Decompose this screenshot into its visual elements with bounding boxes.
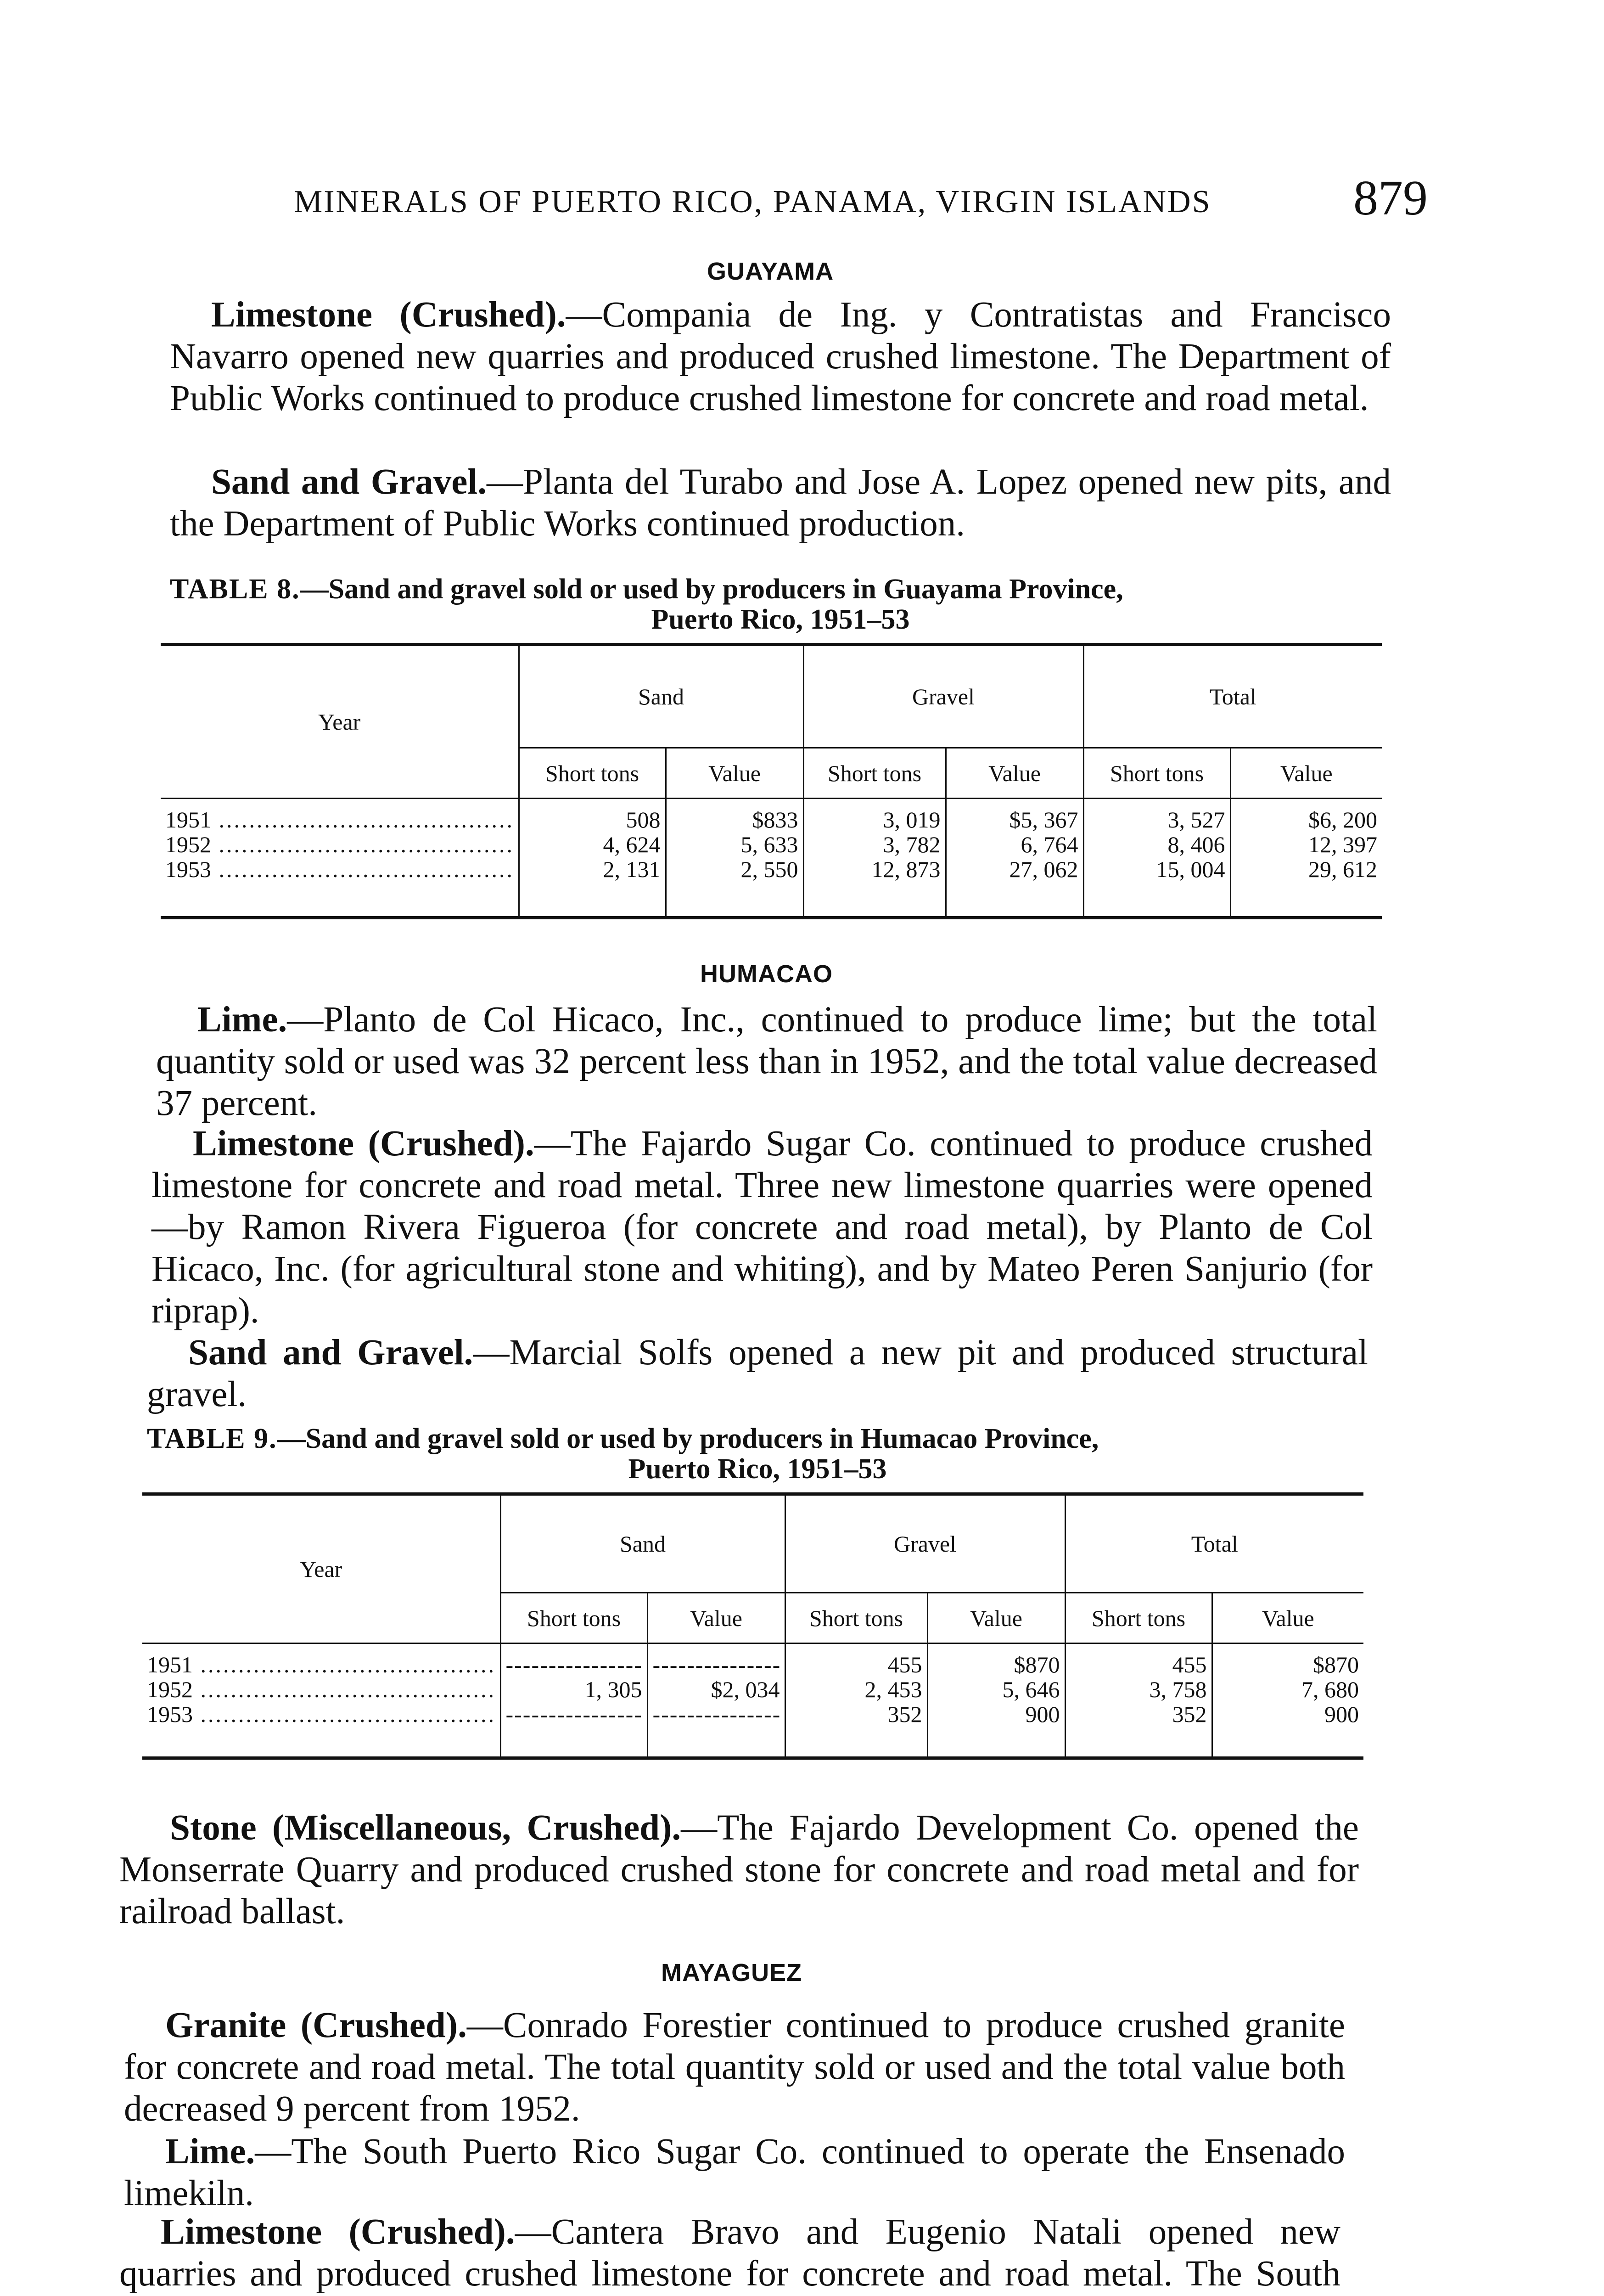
table9-group-sand: Sand (500, 1494, 785, 1593)
section-heading-humacao: HUMACAO (700, 960, 833, 988)
table-cell: 1, 305 (584, 1677, 642, 1702)
table-cell: $5, 367 (1009, 807, 1078, 833)
table8 (161, 643, 1382, 919)
table9-subheader: Value (647, 1593, 785, 1643)
table-cell: 5, 633 (740, 832, 798, 857)
table-cell: 3, 758 (1149, 1677, 1207, 1702)
paragraph-lead: Sand and Gravel. (188, 1333, 473, 1373)
table-cell: 352 (887, 1701, 922, 1727)
table8-subheader: Value (946, 748, 1083, 799)
table-cell: $870 (1014, 1652, 1060, 1677)
paragraph-lead: Lime. (197, 1000, 287, 1040)
table8-subheader: Short tons (803, 748, 946, 799)
paragraph-body: —The South Puerto Rico Sugar Co. continued to operate the Ensenado limekiln. (124, 2132, 1345, 2213)
paragraph-body: —Compania de Ing. y Contratistas and Francisco Navarro opened new quarries and produced crushed limestone. The Department of Public Works continued to produce crushed limestone for concrete and road metal. (170, 295, 1391, 418)
paragraph-guayama-limestone (170, 294, 1391, 419)
paragraph-humacao-limestone (151, 1123, 1373, 1332)
table8-group-sand: Sand (519, 645, 803, 748)
paragraph-lead: Granite (Crushed). (165, 2005, 467, 2045)
paragraph-humacao-lime (156, 999, 1377, 1124)
table-cell: 7, 680 (1301, 1677, 1359, 1702)
paragraph-humacao-sand-gravel (147, 1332, 1368, 1415)
table9-years (142, 1643, 500, 1758)
paragraph-lead: Limestone (Crushed). (193, 1124, 534, 1164)
table8-subheader: Short tons (519, 748, 666, 799)
table-year: 1951 ..... (147, 1652, 495, 1677)
table-cell: 5, 646 (1002, 1677, 1060, 1702)
table9-total-tons (1065, 1643, 1212, 1758)
paragraph-body: —Conrado Forestier continued to produce crushed granite for concrete and road metal. The total quantity sold or used and the total value both decreased 9 percent from 1952. (124, 2005, 1345, 2129)
table-cell: 2, 131 (603, 856, 661, 882)
table-cell: 3, 019 (883, 807, 941, 833)
table9-caption-line1: —Sand and gravel sold or used by producers in Humacao Province, (277, 1423, 1099, 1454)
table8-subheader: Value (1230, 748, 1382, 799)
table9-subheader: Short tons (785, 1593, 927, 1643)
table-cell-empty (506, 1702, 642, 1727)
table-cell-empty (653, 1702, 780, 1727)
table9-group-total: Total (1065, 1494, 1363, 1593)
table8-year-header: Year (161, 645, 519, 799)
table-cell: 352 (1172, 1701, 1207, 1727)
table9-group-gravel: Gravel (785, 1494, 1065, 1593)
table9-subheader: Short tons (500, 1593, 647, 1643)
table9-gravel-value (927, 1643, 1065, 1758)
table-cell: 3, 782 (883, 832, 941, 857)
table9-year-header: Year (142, 1494, 500, 1643)
table-cell: 4, 624 (603, 832, 661, 857)
table-year: 1952 ..... (147, 1677, 495, 1702)
table8-group-gravel: Gravel (803, 645, 1083, 748)
table-cell: $870 (1313, 1652, 1359, 1677)
table8-caption-line1: —Sand and gravel sold or used by producers in Guayama Province, (300, 574, 1123, 605)
table-cell: $6, 200 (1308, 807, 1378, 833)
table8-gravel-tons (803, 799, 946, 918)
section-heading-mayaguez: MAYAGUEZ (661, 1959, 802, 1986)
table8-gravel-value (946, 799, 1083, 918)
paragraph-lead: Limestone (Crushed). (161, 2212, 515, 2252)
table-cell: 15, 004 (1156, 856, 1225, 882)
table8-subheader: Short tons (1083, 748, 1230, 799)
table-year: 1952 ..... (165, 832, 514, 857)
table-cell-empty (653, 1652, 780, 1677)
table9-total-value (1212, 1643, 1363, 1758)
paragraph-lead: Lime. (165, 2132, 255, 2172)
paragraph-lead: Limestone (Crushed). (211, 295, 566, 335)
table9 (142, 1492, 1363, 1760)
table-cell: $2, 034 (711, 1677, 780, 1702)
table-cell: 508 (626, 807, 661, 833)
table8-total-value (1230, 799, 1382, 918)
table-cell: $833 (752, 807, 798, 833)
table8-label: TABLE 8. (170, 574, 300, 605)
paragraph-lead: Stone (Miscellaneous, Crushed). (170, 1808, 681, 1848)
table-cell: 900 (1025, 1701, 1060, 1727)
table9-caption-line2: Puerto Rico, 1951–53 (628, 1453, 887, 1485)
paragraph-body: —Marcial Solfs opened a new pit and produced structural gravel. (147, 1333, 1368, 1414)
table-cell: 12, 397 (1308, 832, 1378, 857)
paragraph-body: —The Fajardo Development Co. opened the Monserrate Quarry and produced crushed stone for concrete and road metal and for railroad ballast. (119, 1808, 1359, 1931)
table-cell: 12, 873 (871, 856, 941, 882)
paragraph-body: —Planto de Col Hicaco, Inc., continued to produce lime; but the total quantity sold or used was 32 percent less than in 1952, and the total value decreased 37 percent. (156, 1000, 1377, 1123)
table8-caption (170, 574, 1391, 635)
table-cell: 455 (887, 1652, 922, 1677)
table8-sand-tons (519, 799, 666, 918)
paragraph-lead: Sand and Gravel. (211, 462, 487, 502)
table-cell: 455 (1172, 1652, 1207, 1677)
paragraph-mayaguez-limestone (119, 2211, 1340, 2296)
table9-subheader: Value (1212, 1593, 1363, 1643)
table8-group-total: Total (1083, 645, 1382, 748)
table-cell: 2, 453 (864, 1677, 922, 1702)
paragraph-guayama-sand-gravel (170, 461, 1391, 545)
section-heading-guayama: GUAYAMA (707, 258, 834, 285)
table8-sand-value (666, 799, 803, 918)
table8-caption-line2: Puerto Rico, 1951–53 (651, 604, 910, 635)
table8-years (161, 799, 519, 918)
table-cell: 8, 406 (1167, 832, 1225, 857)
table8-total-tons (1083, 799, 1230, 918)
table9-label: TABLE 9. (147, 1423, 277, 1454)
running-title: MINERALS OF PUERTO RICO, PANAMA, VIRGIN ISLANDS (294, 184, 1211, 219)
table-cell: 29, 612 (1308, 856, 1378, 882)
table-cell: 2, 550 (740, 856, 798, 882)
table8-subheader: Value (666, 748, 803, 799)
table-year: 1953 ..... (147, 1702, 495, 1727)
table9-caption (147, 1424, 1368, 1484)
table9-subheader: Short tons (1065, 1593, 1212, 1643)
table-cell: 6, 764 (1021, 832, 1078, 857)
running-head (294, 170, 1428, 234)
table9-sand-tons (500, 1643, 647, 1758)
table-cell: 27, 062 (1009, 856, 1078, 882)
table-year: 1953 ..... (165, 857, 514, 882)
table-cell: 900 (1324, 1701, 1359, 1727)
table9-gravel-tons (785, 1643, 927, 1758)
paragraph-mayaguez-granite (124, 2004, 1345, 2130)
paragraph-body: —Cantera Bravo and Eugenio Natali opened new quarries and produced crushed limestone for concrete and road metal. The South (119, 2212, 1340, 2294)
page-number: 879 (1353, 171, 1428, 225)
table-cell-empty (506, 1652, 642, 1677)
table9-sand-value (647, 1643, 785, 1758)
table9-subheader: Value (927, 1593, 1065, 1643)
paragraph-stone-misc (119, 1807, 1359, 1932)
paragraph-body: —The Fajardo Sugar Co. continued to produce crushed limestone for concrete and road metal. Three new limestone quarries were opened—by Ramon Rivera Figueroa (for concrete and road metal), by Planto de Col Hicaco, Inc. (for agricultural stone and whiting), and by Mateo Peren Sanjurio (for riprap). (151, 1124, 1373, 1331)
table-year: 1951 ..... (165, 807, 514, 832)
paragraph-mayaguez-lime (124, 2131, 1345, 2214)
paragraph-body: —Planta del Turabo and Jose A. Lopez opened new pits, and the Department of Public Works continued production. (170, 462, 1391, 544)
table-cell: 3, 527 (1167, 807, 1225, 833)
